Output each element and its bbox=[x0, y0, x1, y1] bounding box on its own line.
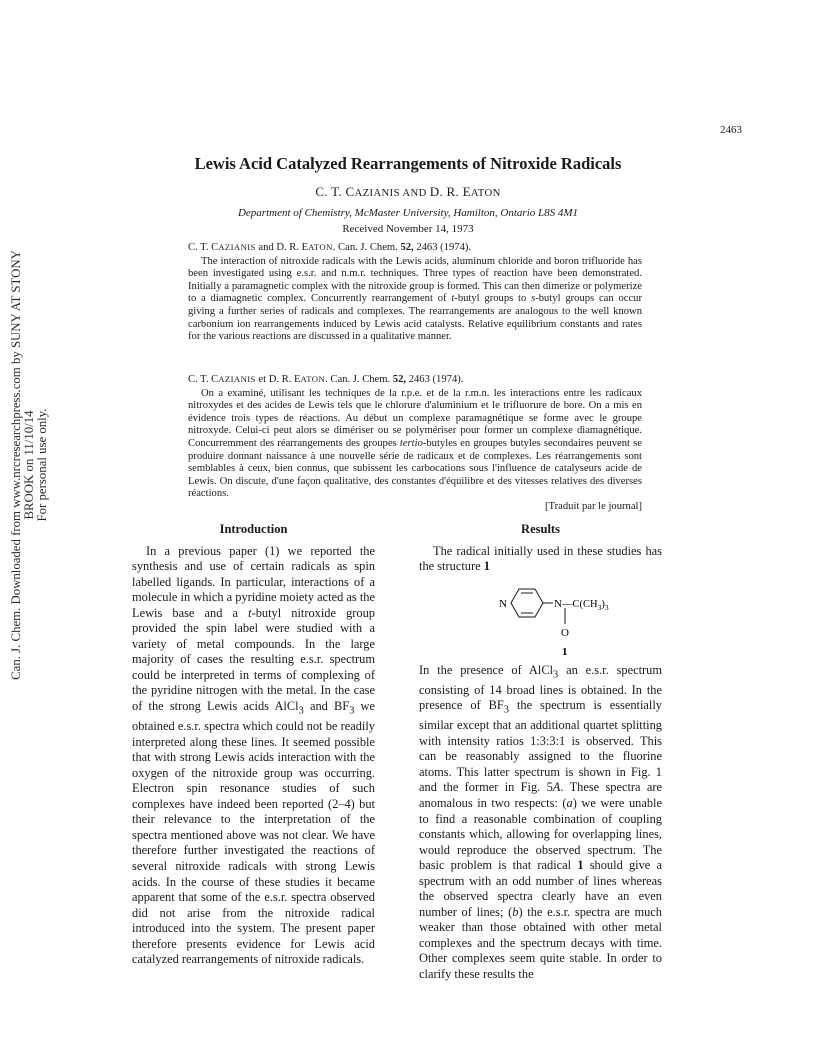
intro-text: -butyl nitroxide group provided the spin label were studied with a variety of metal compounds. In the large majority of cases the resulting e.s.r. spectrum could be interpreted in terms of complexing of the pyridine nitrogen with the metal. In the case of the strong Lewis acids AlCl bbox=[132, 605, 376, 714]
compound-number: 1 bbox=[562, 645, 568, 658]
author-1-surname: AZIANIS bbox=[354, 188, 400, 199]
cite-volume: 52, bbox=[392, 374, 407, 385]
abstract-text: -butyles en groupes butyles secondaires peuvent se produire donnant naissance à une nouvelle série de radicaux et de complexes. Les réarrangements sont semblables à ceux, bien connus, que subissent les carbocations sous l'influence de catalyseurs acide de Lewis. On discute, d'une façon qualitative, des constantes d'équilibre et des vitesses relatives des diverses réactions. bbox=[188, 437, 643, 500]
subscript: 3 bbox=[349, 705, 355, 717]
subscript: 3 bbox=[503, 704, 509, 716]
results-text: ) we were unable to find a reasonable combination of coupling constants which, allowing for overlapping lines, would reproduce the observed spectrum. The basic problem is that radical bbox=[419, 795, 662, 873]
results-paragraph-2 bbox=[419, 663, 662, 983]
results-text: In the presence of AlCl bbox=[419, 662, 554, 677]
cite-text: and D. R. E bbox=[255, 242, 309, 253]
cite-text: 2463 (1974). bbox=[413, 242, 472, 253]
abstract-fr-citation bbox=[188, 373, 642, 387]
nitroxide-nitrogen-label: N bbox=[554, 597, 562, 610]
substituent-subscript: 3 bbox=[597, 602, 602, 612]
results-text: ) the e.s.r. spectra are much weaker than those obtained with other metal complexes and the spectrum decays with time. Other complexes seem quite stable. In order to clarify these results the bbox=[419, 904, 663, 981]
abstract-italic: t bbox=[451, 293, 455, 305]
abstract-english bbox=[188, 241, 642, 344]
ring-nitrogen-label: N bbox=[499, 597, 507, 610]
cite-text: 2463 (1974). bbox=[406, 374, 464, 385]
introduction-paragraph bbox=[132, 544, 375, 968]
download-stamp-line-1: Can. J. Chem. Downloaded from www.nrcresearchpress.com by SUNY AT STONY BROOK on 11/10/14 bbox=[9, 250, 36, 680]
author-conjunction: AND bbox=[399, 188, 430, 199]
abstract-fr-body bbox=[188, 388, 642, 501]
introduction-heading: Introduction bbox=[219, 522, 288, 536]
results-heading: Results bbox=[521, 522, 560, 536]
compound-ref: 1 bbox=[577, 858, 584, 873]
cite-text: C. T. C bbox=[188, 374, 219, 385]
substituent-text: —C(CH bbox=[562, 598, 598, 610]
oxygen-label: O bbox=[561, 626, 569, 639]
tbutyl-substituent: $—C(CH_3)_3$ bbox=[562, 598, 609, 612]
cite-text: ATON bbox=[300, 374, 326, 384]
cite-text: . Can. J. Chem. bbox=[332, 242, 401, 253]
abstract-en-citation bbox=[188, 241, 642, 255]
structure-drawing bbox=[487, 579, 657, 661]
abstract-french bbox=[188, 373, 642, 514]
intro-text: In a previous paper (1) we reported the synthesis and use of certain radicals as spin labelled ligands. In particular, interactions of a molecule in which a pyridine moiety acted as the Lewis base and a bbox=[132, 543, 375, 620]
intro-italic: t bbox=[248, 605, 252, 620]
results-section bbox=[419, 522, 662, 983]
author-2-surname: ATON bbox=[470, 188, 501, 199]
cite-text: ATON bbox=[308, 242, 333, 252]
abstract-text: -butyl groups can occur giving a further series of radicals and complexes. The rearrangements are analogous to the well known carbonium ion rearrangements induced by Lewis acid catalysts. Relative equilibrium constants and rates for the various reactions are discussed in a qualitative manner. bbox=[188, 293, 642, 343]
results-italic: A bbox=[552, 780, 561, 795]
abstract-italic: tertio bbox=[399, 437, 423, 449]
results-text: should give a spectrum with an odd number of lines whereas the observed spectra clearly have an even number of lines; ( bbox=[419, 858, 662, 919]
intro-text: and BF bbox=[303, 699, 350, 714]
author-2-initials: D. R. E bbox=[429, 184, 471, 199]
subscript: 3 bbox=[553, 669, 559, 681]
cite-text: AZIANIS bbox=[218, 242, 256, 252]
author-1-initials: C. T. C bbox=[315, 184, 355, 199]
cite-text: AZIANIS bbox=[218, 374, 256, 384]
abstract-text: -butyl groups to bbox=[454, 293, 532, 305]
intro-text: we obtained e.s.r. spectra which could not be readily interpreted along these lines. It seemed possible that with strong Lewis acids interaction with the oxygen of the nitroxide group was occurring. Electron spin resonance studies of such complexes have indeed been reported (2–4) but their relevance to the interpretation of the spectra mentioned above was not clear. We have therefore further investigated the reactions of several nitroxide radicals with strong Lewis acids. In the course of these studies it became apparent that some of the e.s.r. spectra observed did not arise from the nitroxide radical introduced into the system. The present paper therefore presents evidence for Lewis acid catalyzed rearrangements of nitroxide radicals. bbox=[132, 699, 376, 967]
results-italic: b bbox=[512, 904, 519, 919]
translator-note: [Traduit par le journal] bbox=[545, 500, 642, 512]
chemical-structure-1 bbox=[419, 579, 662, 661]
article-title: Lewis Acid Catalyzed Rearrangements of Nitroxide Radicals bbox=[194, 154, 622, 173]
results-paragraph-1 bbox=[419, 544, 662, 575]
results-text: . These spectra are anomalous in two respects: ( bbox=[419, 780, 662, 810]
results-italic: a bbox=[566, 795, 573, 810]
results-text: an e.s.r. spectrum consisting of 14 broad lines is obtained. In the presence of BF bbox=[419, 662, 662, 713]
abstract-en-body bbox=[188, 256, 642, 344]
abstract-text: On a examiné, utilisant les techniques de la r.p.e. et de la r.m.n. les interactions entre les radicaux nitroxydes et des acides de Lewis tels que le chlorure d'aluminium et le trifluorure de bore. On a mis en évidence trois types de réactions. Au début un complexe paramagnétique se forme avec le groupe nitroxyde. Celui-ci peut alors se dimériser ou se polymériser pour former un complexe diamagnétique. Concurremment des réarrangements des groupes bbox=[188, 387, 642, 449]
cite-text: et D. R. E bbox=[255, 374, 301, 385]
download-stamp bbox=[9, 245, 49, 685]
substituent-subscript: 3 bbox=[604, 602, 609, 612]
subscript: 3 bbox=[298, 705, 304, 717]
introduction-section bbox=[132, 522, 375, 968]
results-text: The radical initially used in these studies has the structure bbox=[419, 543, 662, 574]
abstract-italic: s bbox=[531, 293, 536, 305]
cite-text: . Can. J. Chem. bbox=[325, 374, 393, 385]
cite-volume: 52, bbox=[400, 242, 414, 253]
abstract-text: The interaction of nitroxide radicals with the Lewis acids, aluminum chloride and boron trifluoride has been investigated using e.s.r. and n.m.r. techniques. Three types of reaction have been demonstrated. Initially a paramagnetic complex with the nitroxide group is formed. This can then dimerize or polymerize to a diamagnetic complex. Concurrently rearrangement of bbox=[188, 255, 642, 305]
download-stamp-line-2: For personal use only. bbox=[35, 408, 49, 522]
author-line bbox=[0, 184, 816, 200]
affiliation: Department of Chemistry, McMaster University, Hamilton, Ontario L8S 4M1 bbox=[237, 207, 579, 219]
results-text: the spectrum is essentially similar except that an additional quartet splitting with intensity ratios 1:3:3:1 is observed. This can be reasonably assigned to the fluorine atoms. This latter spectrum is shown in Fig. 1 and the former in Fig. 5 bbox=[419, 698, 662, 795]
cite-text: C. T. C bbox=[188, 242, 219, 253]
compound-ref: 1 bbox=[483, 559, 490, 574]
received-date: Received November 14, 1973 bbox=[342, 223, 474, 235]
page-number: 2463 bbox=[720, 124, 742, 136]
